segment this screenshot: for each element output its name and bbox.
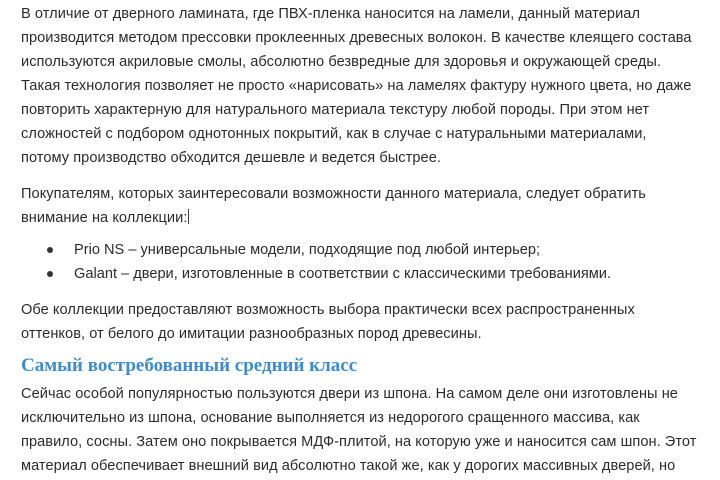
text-line-content: внимание на коллекции: xyxy=(21,210,188,226)
text-line: Обе коллекции предоставляют возможность выбора практически всех распространенных xyxy=(21,302,635,318)
text-line: используются акриловые смолы, абсолютно безвредные для здоровья и окружающей среды. xyxy=(21,54,661,70)
text-line xyxy=(21,208,189,228)
section-heading: Самый востребованный средний класс xyxy=(21,355,358,376)
text-line: повторить характерную для натурального материала текстуру любой породы. При этом нет xyxy=(21,102,650,118)
text-line: материал обеспечивает внешний вид абсолютно такой же, как у дорогих массивных дверей, но xyxy=(21,458,676,474)
text-line: Такая технология позволяет не просто «нарисовать» на ламелях фактуру нужного цвета, но даже xyxy=(21,78,692,94)
text-line: потому производство обходится дешевле и ведется быстрее. xyxy=(21,150,441,166)
text-line: сложностей с подбором однотонных покрытий, как в случае с натуральными материалами, xyxy=(21,126,647,142)
text-line: оттенков, от белого до имитации разнообразных пород древесины. xyxy=(21,326,482,342)
text-line: производится методом прессовки проклеенных древесных волокон. В качестве клеящего состава xyxy=(21,30,692,46)
text-line: исключительно из шпона, основание выполняется из недорогого сращенного массива, как xyxy=(21,410,640,426)
text-cursor xyxy=(188,209,189,224)
bullet-icon xyxy=(47,247,53,253)
bullet-icon xyxy=(47,271,53,277)
text-line: Покупателям, которых заинтересовали возможности данного материала, следует обратить xyxy=(21,186,646,202)
text-line: Сейчас особой популярностью пользуются двери из шпона. На самом деле они изготовлены не xyxy=(21,386,678,402)
text-line: В отличие от дверного ламината, где ПВХ-пленка наносится на ламели, данный материал xyxy=(21,6,641,22)
list-item-text: Galant – двери, изготовленные в соответствии с классическими требованиями. xyxy=(74,266,611,282)
text-line: правило, сосны. Затем оно покрывается МДФ-плитой, на которую уже и наносится сам шпон. Этот xyxy=(21,434,697,450)
list-item-text: Prio NS – универсальные модели, подходящие под любой интерьер; xyxy=(74,242,540,258)
